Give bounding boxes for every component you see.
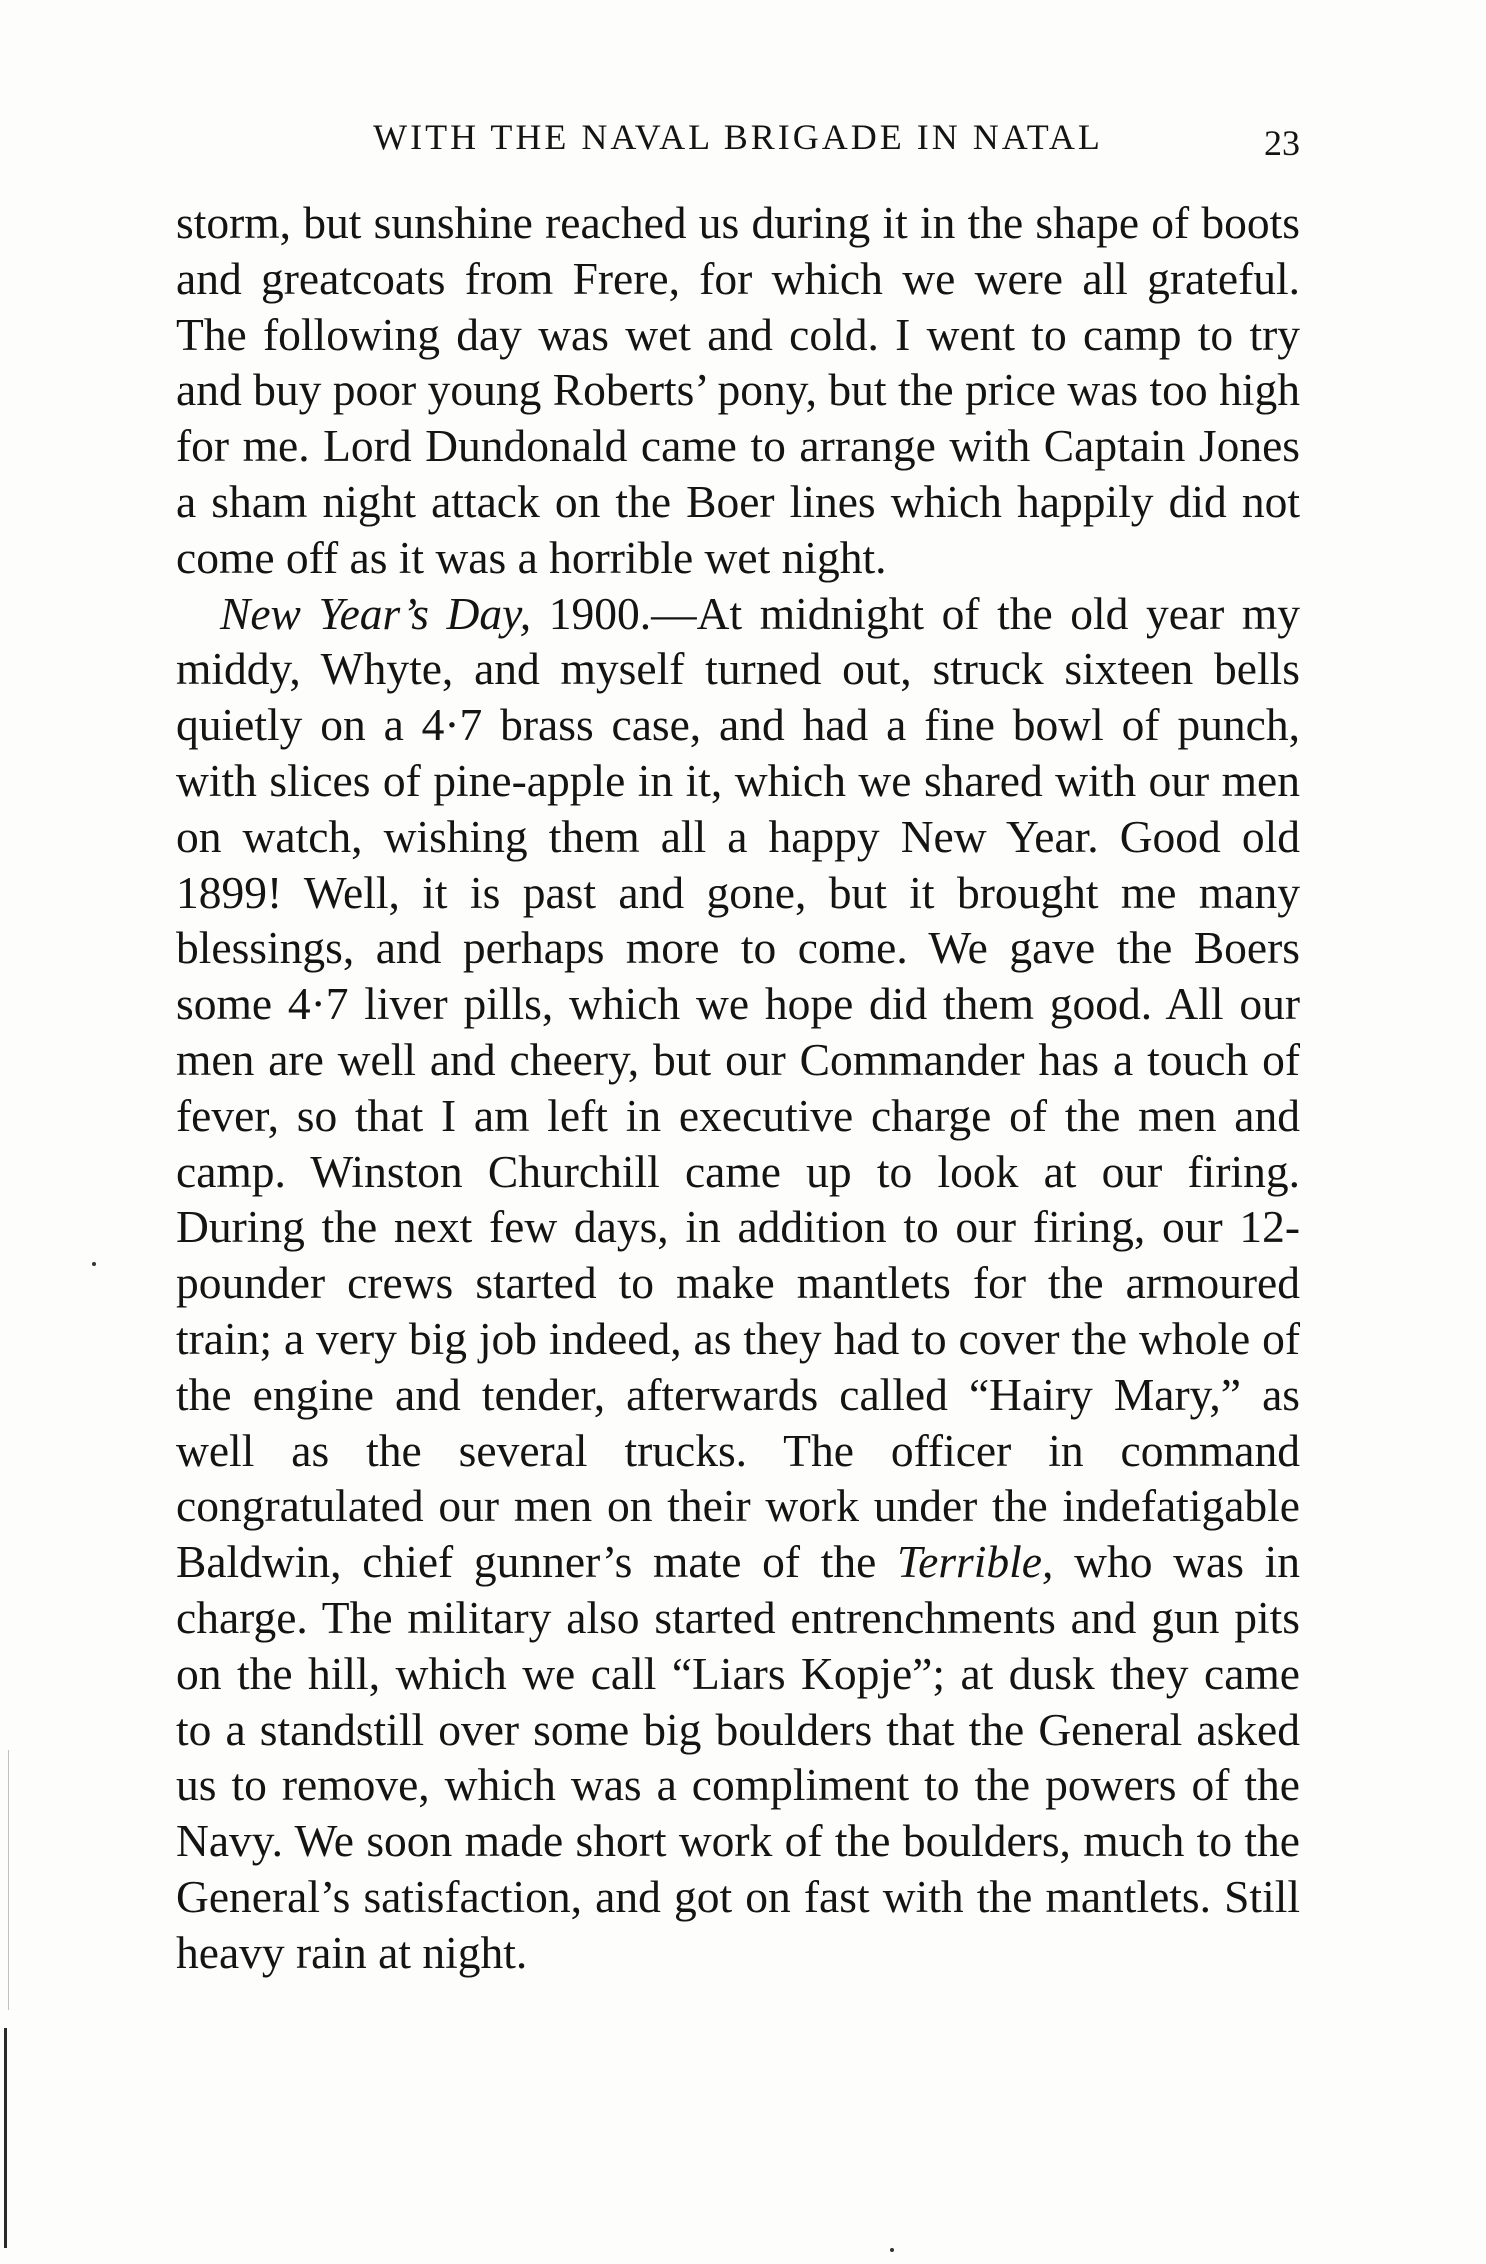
- scan-speck: [92, 1262, 96, 1266]
- running-title: WITH THE NAVAL BRIGADE IN NATAL: [373, 117, 1103, 157]
- binding-edge-line: [4, 2028, 7, 2248]
- paragraph-2-text-end: who was in charge. The military also started entrenchments and gun pits on the hill, which we call “Liars Kopje”; at dusk they came to a standstill over some big boulders that the General asked us to remove, which was a compliment to the powers of the Navy. We soon made short work of the boulders, much to the General’s satisfaction, and got on fast with the mantlets. Still heavy rain at night.: [176, 1536, 1301, 1978]
- running-header: [176, 112, 1300, 162]
- date-heading: New Year’s Day,: [220, 587, 532, 639]
- body-text: [176, 195, 1300, 1981]
- paragraph-1: storm, but sunshine reached us during it in the shape of boots and greatcoats from Frere, for which we were all grateful. The following day was wet and cold. I went to camp to try and buy poor young Roberts’ pony, but the price was too high for me. Lord Dundonald came to arrange with Captain Jones a sham night attack on the Boer lines which happily did not come off as it was a horrible wet night.: [176, 197, 1300, 583]
- paragraph-2-text: 1900.—At midnight of the old year my middy, Whyte, and myself turned out, struck sixteen bells quietly on a 4·7 brass case, and had a fine bowl of punch, with slices of pine-apple in it, which we shared with our men on watch, wishing them all a happy New Year. Good old 1899! Well, it is past and gone, but it brought me many blessings, and perhaps more to come. We gave the Boers some 4·7 liver pills, which we hope did them good. All our men are well and cheery, but our Commander has a touch of fever, so that I am left in executive charge of the men and camp. Winston Churchill came up to look at our firing. During the next few days, in addition to our firing, our 12-pounder crews started to make mantlets for the armoured train; a very big job indeed, as they had to cover the whole of the engine and tender, afterwards called “Hairy Mary,” as well as the several trucks. The officer in command congratulated our men on their work under the indefatigable Baldwin, chief gunner’s mate of the: [176, 587, 1300, 1588]
- scan-speck: [890, 2248, 894, 2252]
- paragraph-2: [176, 586, 1300, 1981]
- page-number: 23: [1264, 123, 1300, 163]
- margin-shadow-line: [8, 1750, 9, 2010]
- ship-name: Terrible,: [897, 1536, 1054, 1588]
